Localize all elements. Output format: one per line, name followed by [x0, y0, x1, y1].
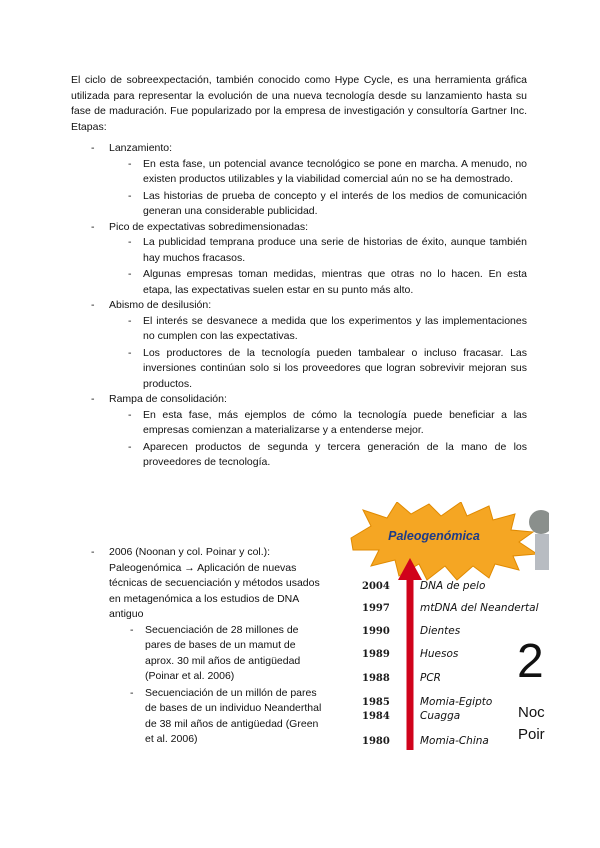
timeline-event: Huesos — [420, 648, 459, 660]
stage-point-text: Los productores de la tecnología pueden tambalear o incluso fracasar. Las inversiones continúan solo si los proveedores que logran sobrevivir mejoran sus productos. — [143, 346, 527, 390]
slide-fragment-text: Noc — [518, 704, 545, 721]
stage-point-text: Aparecen productos de segunda y tercera generación de la mano de los proveedores de tecnología. — [143, 440, 527, 468]
bullet-dash: - — [91, 142, 95, 154]
timeline-event: PCR — [420, 672, 441, 684]
stage-title: Lanzamiento: — [109, 142, 173, 154]
stage-item — [71, 392, 527, 408]
paleo-point-text: Secuenciación de un millón de pares de bases de un individuo Neanderthal de 38 mil años de antigüedad (Green et al. 2006) — [145, 686, 322, 745]
stage-item — [71, 298, 527, 314]
slide-fragment-digit: 2 — [517, 635, 544, 688]
stage-point — [71, 440, 527, 471]
intro-paragraph: El ciclo de sobreexpectación, también conocido como Hype Cycle, es una herramienta gráfica utilizada para representar la evolución de una nueva tecnología desde su lanzamiento hasta su fase de maduración. Fue popularizado por la empresa de investigación y consultoría Gartner Inc. Etapas: — [71, 74, 527, 133]
timeline-event: Dientes — [420, 625, 461, 637]
hype-cycle-stages — [71, 141, 527, 471]
stage-point-text: Las historias de prueba de concepto y el interés de los medios de comunicación generan una considerable publicidad. — [143, 189, 527, 217]
paleo-item — [71, 545, 323, 623]
bullet-dash: - — [128, 157, 132, 170]
photo-fragment — [529, 510, 549, 534]
timeline-year: 1985 — [362, 697, 390, 708]
stage-point-text: En esta fase, más ejemplos de cómo la tecnología puede beneficiar a las empresas comienzan a materializarse y a entenderse mejor. — [143, 408, 527, 436]
paleo-point — [71, 686, 323, 748]
slide-fragment-text: Poir — [518, 726, 545, 743]
bullet-dash: - — [128, 346, 132, 359]
timeline-year: 1980 — [362, 736, 390, 747]
bullet-dash: - — [91, 220, 95, 233]
photo-fragment — [535, 534, 549, 570]
stage-point — [71, 314, 527, 345]
paleogenomics-timeline-figure — [349, 502, 549, 755]
stage-point — [71, 346, 527, 393]
timeline-year: 1997 — [362, 603, 390, 614]
bullet-dash: - — [128, 314, 132, 327]
bullet-dash: - — [128, 440, 132, 453]
timeline-year: 1989 — [362, 649, 390, 660]
timeline-event: Momia-Egipto — [420, 696, 493, 708]
stage-point-text: El interés se desvanece a medida que los experimentos y las implementaciones no cumplen con las expectativas. — [143, 314, 527, 342]
timeline-event: Cuagga — [420, 710, 461, 722]
timeline-event: mtDNA del Neandertal — [420, 602, 539, 614]
timeline-year: 1984 — [362, 711, 390, 722]
burst-label: Paleogenómica — [388, 529, 480, 543]
stage-point — [71, 157, 527, 188]
bullet-dash: - — [91, 546, 95, 558]
stage-point-text: La publicidad temprana produce una serie de historias de éxito, aunque también hay muchos fracasos. — [143, 236, 527, 264]
bullet-dash: - — [128, 268, 132, 280]
stage-title: Rampa de consolidación: — [109, 393, 227, 405]
stage-item — [71, 141, 527, 157]
stage-point-text: Algunas empresas toman medidas, mientras que otras no lo hacen. En esta etapa, las expectativas suelen estar en su punto más alto. — [143, 268, 527, 296]
stage-title: Pico de expectativas sobredimensionadas: — [109, 220, 309, 233]
timeline-year: 1990 — [362, 626, 390, 637]
bullet-dash: - — [130, 686, 134, 699]
timeline-year: 1988 — [362, 673, 390, 684]
bullet-dash: - — [91, 393, 95, 405]
bullet-dash: - — [128, 189, 132, 202]
stage-point — [71, 235, 527, 266]
stage-point-text: En esta fase, un potencial avance tecnológico se pone en marcha. A menudo, no existen productos utilizables y la viabilidad comercial aún no se ha demostrado. — [143, 157, 527, 185]
timeline-event: Momia-China — [420, 735, 489, 747]
paleo-title: 2006 (Noonan y col. Poinar y col.): Paleogenómica → Aplicación de nuevas técnicas de secuenciación y métodos usados en metagenómica a los estudios de DNA antiguo — [109, 546, 320, 620]
stage-title: Abismo de desilusión: — [109, 299, 212, 311]
bullet-dash: - — [130, 623, 134, 636]
bullet-dash: - — [128, 236, 132, 248]
stage-point — [71, 408, 527, 439]
paleogenomics-notes — [71, 545, 323, 748]
bullet-dash: - — [91, 299, 95, 311]
stage-point — [71, 267, 527, 298]
paleo-point-text: Secuenciación de 28 millones de pares de bases de un mamut de aprox. 30 mil años de antigüedad (Poinar et al. 2006) — [145, 623, 301, 682]
timeline-year: 2004 — [362, 581, 390, 592]
stage-point — [71, 189, 527, 220]
timeline-event: DNA de pelo — [420, 580, 486, 592]
bullet-dash: - — [128, 408, 132, 421]
paleo-point — [71, 623, 323, 685]
stage-item — [71, 220, 527, 236]
